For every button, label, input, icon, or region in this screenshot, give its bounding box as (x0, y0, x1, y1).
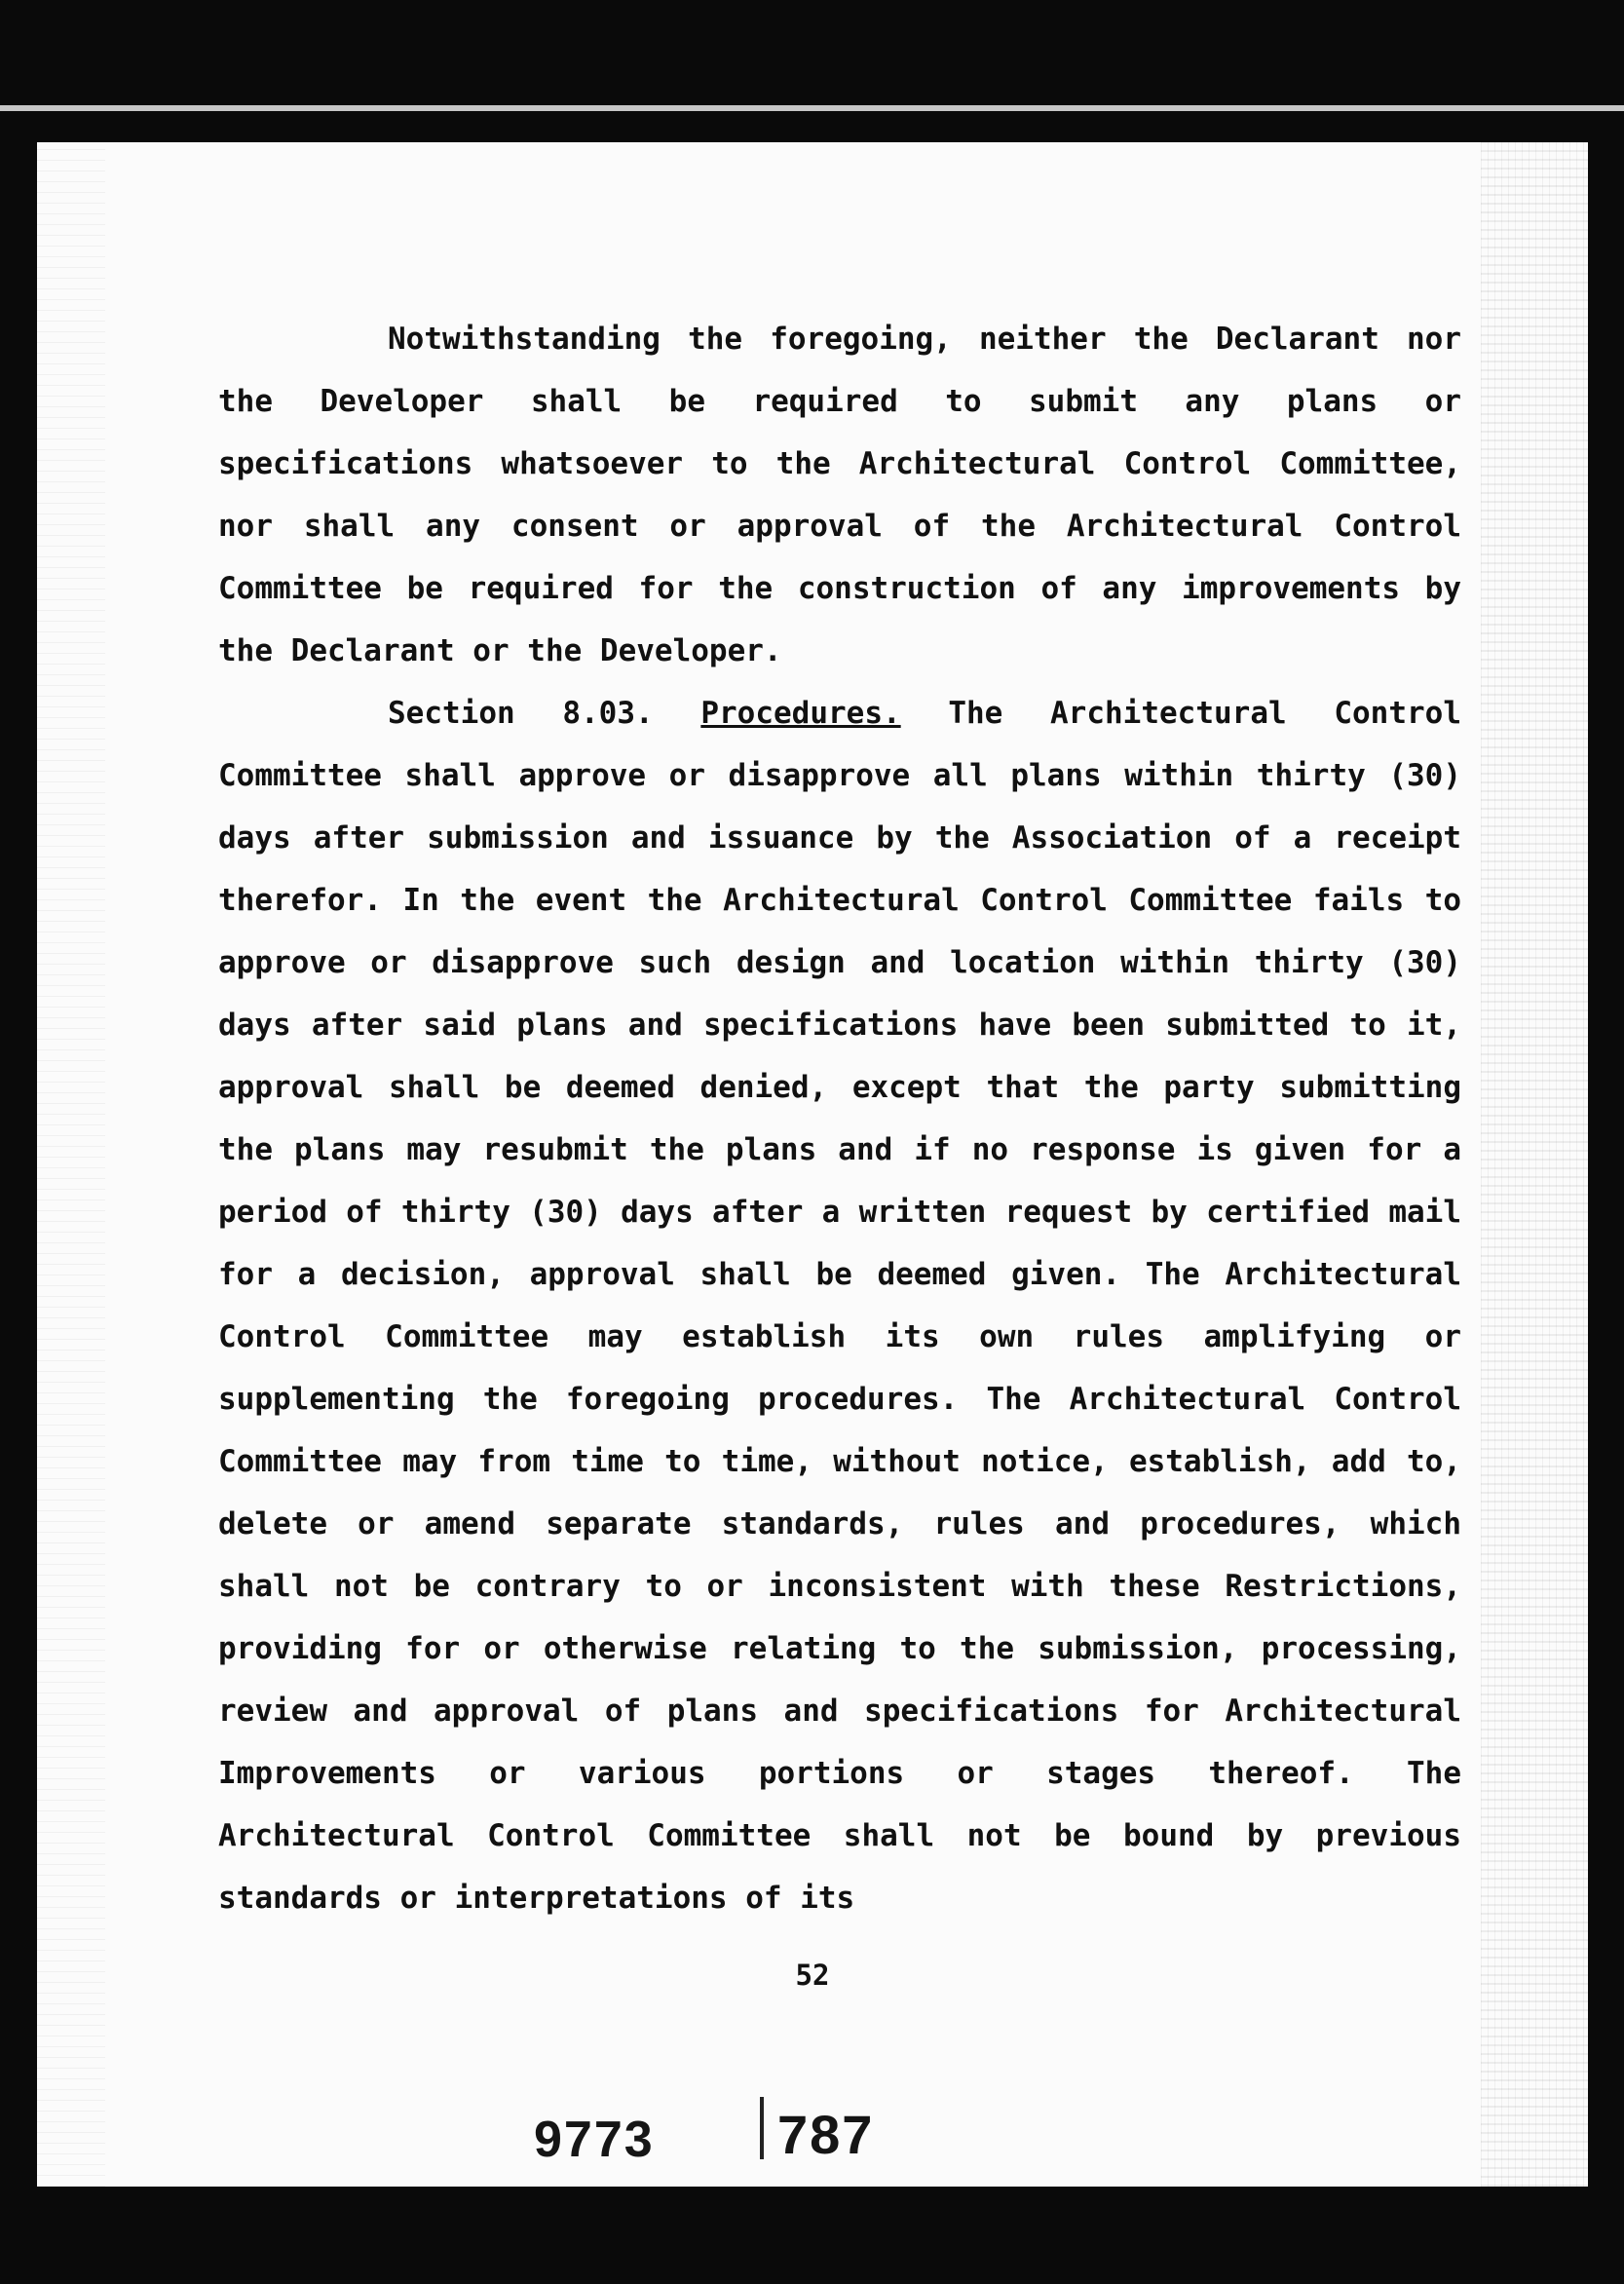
document-body (218, 308, 1461, 1929)
paragraph-notwithstanding: Notwithstanding the foregoing, neither the Declarant nor the Developer shall be required to submit any plans or specifications whatsoever to the Architectural Control Committee, nor shall any consent or approval of the Architectural Control Committee be required for the construction of any improvements by the Declarant or the Developer. (218, 322, 1461, 668)
page-number: 52 (795, 1959, 830, 1992)
scan-top-edge (0, 105, 1624, 111)
recording-stamp-page: 787 (777, 2104, 875, 2165)
section-heading-procedures: Procedures. (700, 696, 901, 731)
paragraph-section-8-03 (218, 682, 1461, 1929)
recording-stamp-divider (760, 2097, 764, 2159)
recording-stamp-book: 9773 (534, 2112, 655, 2168)
right-scan-noise (1481, 142, 1588, 2187)
document-page (37, 142, 1588, 2187)
section-body: The Architectural Control Committee shall approve or disapprove all plans within thirty (30) days after submission and issuance by the Association of a receipt therefor. In the event the Architectural Control Committee fails to approve or disapprove such design and location within thirty (30) days after said plans and specifications have been submitted to it, approval shall be deemed denied, except that the party submitting the plans may resubmit the plans and if no response is given for a period of thirty (30) days after a written request by certified mail for a decision, approval shall be deemed given. The Architectural Control Committee may establish its own rules amplifying or supplementing the foregoing procedures. The Architectural Control Committee may from time to time, without notice, establish, add to, delete or amend separate standards, rules and procedures, which shall not be contrary to or inconsistent with these Restrictions, providing for or otherwise relating to the submission, processing, review and approval of plans and specifications for Architectural Improvements or various portions or stages thereof. The Architectural Control Committee shall not be bound by previous standards or interpretations of its (218, 696, 1461, 1916)
left-scan-noise (37, 142, 105, 2187)
section-label: Section 8.03. (388, 696, 654, 731)
